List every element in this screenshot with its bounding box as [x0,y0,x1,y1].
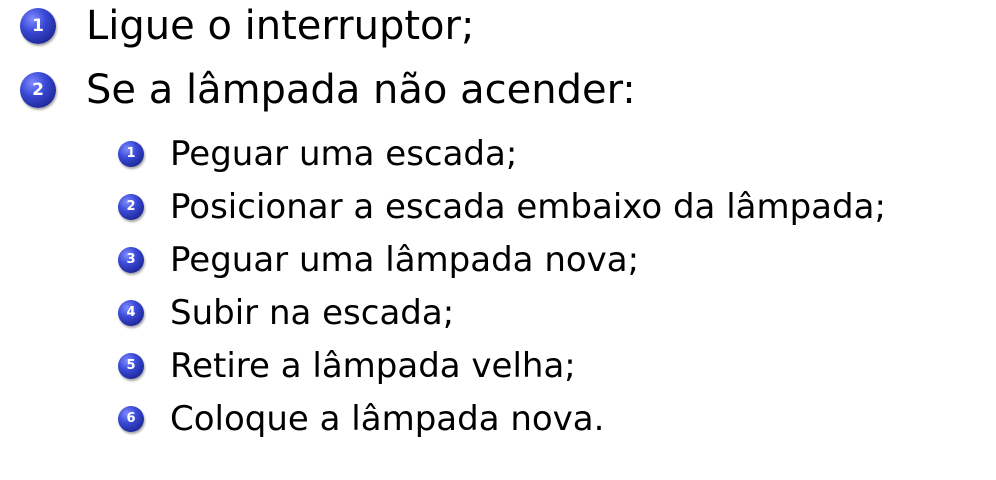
number-badge: 3 [118,247,144,273]
sub-list-item [118,134,517,174]
sub-list-item [118,346,576,386]
number-badge: 1 [118,141,144,167]
number-badge: 4 [118,300,144,326]
sub-list-item-text: Peguar uma lâmpada nova; [170,240,640,280]
number-badge: 1 [20,8,56,44]
number-badge: 2 [118,194,144,220]
list-item [20,68,636,112]
sub-list-item-text: Coloque a lâmpada nova. [170,399,605,439]
list-item [20,4,474,48]
list-item-text: Ligue o interruptor; [86,3,475,49]
number-badge: 6 [118,406,144,432]
list-item-text: Se a lâmpada não acender: [86,67,636,113]
sub-list-item-text: Peguar uma escada; [170,134,518,174]
sub-list-item-text: Posicionar a escada embaixo da lâmpada; [170,187,886,227]
sub-list-item-text: Subir na escada; [170,293,455,333]
number-badge: 2 [20,72,56,108]
sub-list-item [118,187,886,227]
number-badge: 5 [118,353,144,379]
sub-list-item [118,293,454,333]
sub-list-item [118,240,639,280]
sub-list-item-text: Retire a lâmpada velha; [170,346,576,386]
sub-list-item [118,399,604,439]
